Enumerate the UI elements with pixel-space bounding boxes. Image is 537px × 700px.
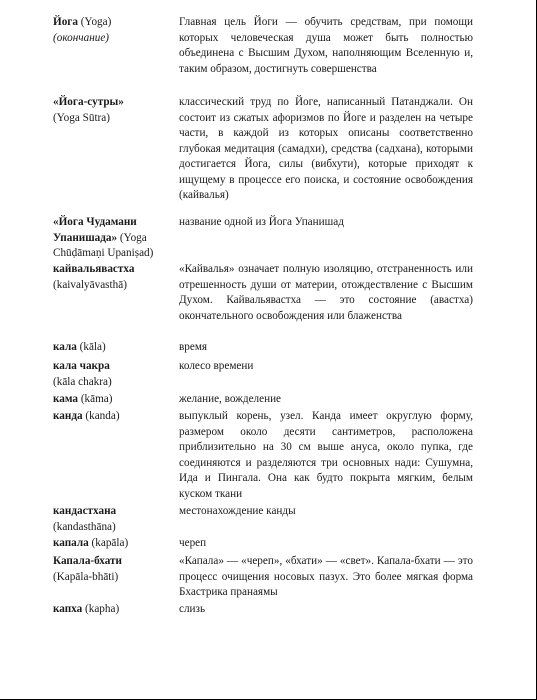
entry-definition: «Капала» — «череп», «бхати» — «свет». Капала-бхати — это процесс очищения носовых пазух. Это более мягкая форма Бхастрика пранаямы — [179, 555, 473, 598]
entry-term — [53, 340, 179, 359]
entry-definition: слизь — [179, 603, 206, 615]
glossary-entry — [53, 504, 473, 536]
entry-term — [53, 409, 179, 504]
entry-definition: Главная цель Йоги — обучить средствам, при помощи которых человеческая душа может быть полностью объединена с Высшим Духом, наполняющим Вселенную и, таким образом, достигнуть совершенства — [179, 16, 473, 75]
entry-term — [53, 95, 179, 215]
entry-definition: колесо времени — [179, 360, 254, 372]
term-transliteration: (kāma) — [78, 393, 113, 405]
term-transliteration: (kanda) — [82, 410, 120, 422]
term-name: капха — [53, 603, 83, 615]
entry-term — [53, 602, 179, 619]
glossary-entry — [53, 409, 473, 504]
entry-definition: местонахождение канды — [179, 505, 296, 517]
term-transliteration: (Yoga Chūḍāmaṇi Upaniṣad) — [53, 231, 154, 259]
term-transliteration: (kandasthāna) — [53, 520, 116, 533]
entry-term — [53, 359, 179, 392]
term-name: Капала-бхати — [53, 555, 123, 567]
term-transliteration: (kaivalyāvasthā) — [53, 278, 127, 291]
entry-term — [53, 554, 179, 602]
entry-term — [53, 15, 179, 95]
term-note: (окончание) — [53, 31, 110, 44]
glossary-entry — [53, 554, 473, 602]
term-transliteration: (kāla) — [76, 341, 106, 353]
term-transliteration: (Yoga Sūtra) — [53, 111, 110, 124]
glossary-entry — [53, 359, 473, 392]
entry-definition: название одной из Йога Упанишад — [179, 216, 344, 228]
term-name: Йога — [53, 16, 78, 28]
term-name: «Йога Чудамани Упанишада» — [53, 216, 137, 244]
entry-definition: череп — [179, 537, 207, 549]
entry-definition: желание, вожделение — [179, 393, 282, 405]
term-transliteration: (kapha) — [82, 603, 120, 615]
entry-definition: «Кайвалья» означает полную изоляцию, отстраненность или отрешенность души от материи, отождествление с Высшим Духом. Кайвальявастха — это состояние (авастха) окончательного освобождения или блаженства — [179, 263, 473, 322]
term-name: канда — [53, 410, 83, 422]
entry-definition: время — [179, 341, 208, 353]
entry-term — [53, 392, 179, 409]
entry-term — [53, 504, 179, 536]
term-transliteration: (kapāla) — [88, 537, 129, 549]
glossary-entry — [53, 262, 473, 340]
glossary-entry — [53, 536, 473, 554]
glossary-entry — [53, 340, 473, 359]
term-transliteration: (kāla chakra) — [53, 375, 112, 388]
entry-term — [53, 215, 179, 262]
glossary-entry — [53, 602, 473, 619]
term-name: «Йога-сутры» — [53, 96, 124, 108]
term-transliteration: (Yoga) — [77, 16, 112, 28]
glossary-entry — [53, 95, 473, 215]
term-name: кама — [53, 393, 79, 405]
entry-definition: выпуклый корень, узел. Канда имеет округлую форму, размером около десяти сантиметров, расположена приблизительно на 30 см выше ануса, около пупка, где соединяются и разделяются три основных нади: Сушумна, Ида и Пингала. Она как будто покрыта мягким, белым куском ткани — [179, 410, 473, 500]
glossary-entry — [53, 15, 473, 95]
glossary-entry — [53, 215, 473, 262]
glossary-entry — [53, 392, 473, 409]
term-name: кайвальявастха — [53, 263, 135, 275]
term-name: капала — [53, 537, 89, 549]
entry-term — [53, 262, 179, 340]
term-name: кала — [53, 341, 77, 353]
entry-term — [53, 536, 179, 554]
glossary-entries — [53, 15, 473, 619]
entry-definition: классический труд по Йоге, написанный Патанджали. Он состоит из сжатых афоризмов по Йоге и разделен на четыре части, в каждой из которых описаны соответственно глубокая медитация (самадхи), средства (садхана), которыми достигается Йога, силы (вибхути), которые приходят к ищущему в процессе его поиска, и состояние освобождения (кайвалья) — [179, 96, 473, 201]
term-transliteration: (Kapāla-bhāti) — [53, 570, 119, 583]
term-name: кала чакра — [53, 360, 110, 372]
term-name: кандастхана — [53, 505, 117, 517]
